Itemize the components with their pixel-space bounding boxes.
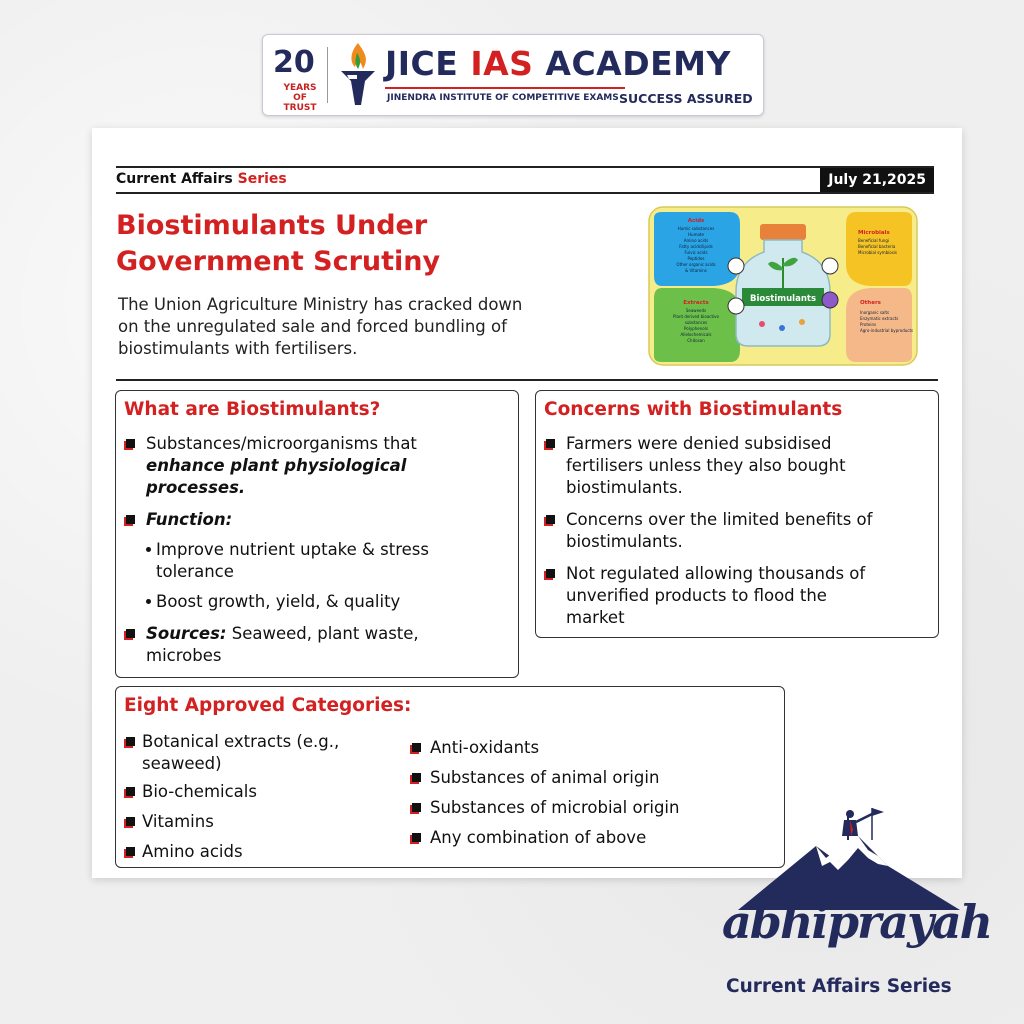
acids-item: Amino acids	[683, 238, 709, 243]
acids-item: Other organic acids	[676, 262, 716, 267]
others-title: Others	[860, 300, 881, 306]
bullet-square-icon	[546, 515, 555, 524]
torch-icon	[335, 41, 381, 109]
categories-title: Eight Approved Categories:	[124, 695, 412, 716]
what-are-point-1-line-1: Substances/microorganisms that	[146, 434, 417, 453]
abhiprayah-subtitle: Current Affairs Series	[726, 976, 952, 997]
logo-divider	[327, 47, 328, 103]
microbials-item: Microbial symbiosis	[858, 250, 897, 255]
bullet-square-icon	[412, 803, 421, 812]
sources-label: Sources:	[146, 624, 227, 643]
what-are-point-1-line-3: processes.	[146, 478, 246, 497]
brand-tagline: SUCCESS ASSURED	[619, 91, 753, 106]
others-item: Proteins	[860, 322, 877, 327]
bullet-square-icon	[412, 833, 421, 842]
bullet-square-icon	[546, 439, 555, 448]
concern-3-line-1: Not regulated allowing thousands of	[566, 564, 866, 583]
bullet-square-icon	[546, 569, 555, 578]
bullet-square-icon	[126, 787, 135, 796]
section-divider	[116, 379, 938, 381]
others-connector-icon	[822, 292, 838, 308]
series-prefix: Current Affairs	[116, 171, 233, 187]
series-header	[116, 166, 934, 194]
others-item: Agro-industrial byproducts	[860, 328, 914, 333]
microbials-title: Microbials	[858, 230, 890, 236]
categories-panel	[115, 686, 785, 868]
extracts-title: Extracts	[683, 300, 709, 306]
others-item: Enzymatic extracts	[860, 316, 899, 321]
infographic-center-label: Biostimulants	[750, 294, 816, 304]
acids-connector-icon	[728, 258, 744, 274]
what-are-title: What are Biostimulants?	[124, 399, 381, 420]
series-label	[116, 171, 287, 187]
brand-ias: IAS	[470, 44, 534, 83]
acids-item: Peptides	[687, 256, 705, 261]
bullet-square-icon	[126, 515, 135, 524]
category-antioxidants: Anti-oxidants	[430, 738, 540, 757]
biostimulants-infographic	[648, 206, 918, 366]
brand-name	[385, 45, 731, 83]
brand-subtitle: JINENDRA INSTITUTE OF COMPETITIVE EXAMS	[387, 93, 619, 103]
bullet-square-icon	[126, 439, 135, 448]
concern-1-line-3: biostimulants.	[566, 478, 683, 497]
sources-line-1	[146, 623, 419, 645]
extracts-item: substances	[684, 320, 708, 325]
concerns-panel	[535, 390, 939, 638]
acids-item: Fulvic acids	[684, 250, 708, 255]
category-vitamins: Vitamins	[142, 812, 214, 831]
function-sub-1-line-2: tolerance	[156, 562, 234, 581]
abhiprayah-logo: abhiprayah	[722, 895, 992, 949]
bottle-cap	[760, 224, 806, 240]
acids-item: Fatty acids/lipids	[679, 244, 713, 249]
article-title: Biostimulants Under Government Scrutiny	[116, 210, 441, 277]
bullet-dot-icon	[146, 599, 151, 604]
what-are-panel	[115, 390, 519, 678]
category-botanical-line-1: Botanical extracts (e.g.,	[142, 732, 340, 751]
acids-title: Acids	[687, 218, 705, 224]
brand-jice: JICE	[385, 44, 459, 83]
category-animal-origin: Substances of animal origin	[430, 768, 660, 787]
extracts-item: Chitosan	[687, 338, 705, 343]
years-number: 20	[273, 45, 315, 80]
bullet-square-icon	[412, 743, 421, 752]
bullet-square-icon	[126, 629, 135, 638]
sources-line-2: microbes	[146, 646, 222, 665]
bullet-square-icon	[126, 817, 135, 826]
series-highlight: Series	[237, 171, 287, 187]
concern-3-line-3: market	[566, 608, 625, 627]
extracts-connector-icon	[728, 298, 744, 314]
concern-1-line-1: Farmers were denied subsidised	[566, 434, 832, 453]
others-item: Inorganic salts	[860, 310, 890, 315]
function-label: Function:	[146, 510, 233, 529]
academy-logo	[262, 34, 764, 116]
bullet-square-icon	[412, 773, 421, 782]
date-badge: July 21,2025	[820, 168, 934, 192]
extracts-item: Allelochemicals	[680, 332, 712, 337]
microbials-item: Beneficial bacteria	[858, 244, 896, 249]
extracts-item: Seaweeds	[685, 308, 707, 313]
acids-item: Humic substances	[677, 226, 715, 231]
concern-2-line-1: Concerns over the limited benefits of	[566, 510, 873, 529]
bullet-square-icon	[126, 847, 135, 856]
concern-2-line-2: biostimulants.	[566, 532, 683, 551]
category-combination: Any combination of above	[430, 828, 647, 847]
microbials-blob	[846, 212, 912, 286]
category-botanical-line-2: seaweed)	[142, 754, 222, 773]
years-caption	[277, 83, 323, 113]
microbials-connector-icon	[822, 258, 838, 274]
extracts-item: Polyphenols	[684, 326, 708, 331]
years-line-2: OF TRUST	[283, 93, 317, 113]
category-amino-acids: Amino acids	[142, 842, 243, 861]
concern-1-line-2: fertilisers unless they also bought	[566, 456, 846, 475]
bullet-dot-icon	[146, 547, 151, 552]
acids-item: & Vitamins	[685, 268, 707, 273]
sources-text: Seaweed, plant waste,	[226, 624, 419, 643]
concerns-title: Concerns with Biostimulants	[544, 399, 843, 420]
acids-item: Humate	[688, 232, 704, 237]
function-sub-1-line-1: Improve nutrient uptake & stress	[156, 540, 429, 559]
bullet-square-icon	[126, 737, 135, 746]
extracts-item: Plant derived bioactive	[673, 314, 719, 319]
brand-underline	[385, 87, 625, 89]
mountain-climber-flag-icon	[738, 800, 960, 910]
category-biochemicals: Bio-chemicals	[142, 782, 257, 801]
microbials-item: Beneficial fungi	[858, 238, 889, 243]
years-line-1: YEARS	[283, 83, 317, 93]
article-intro: The Union Agriculture Ministry has cracked down on the unregulated sale and forced bundling of biostimulants with fertilisers.	[118, 295, 523, 358]
what-are-point-1-line-2: enhance plant physiological	[146, 456, 407, 475]
function-sub-2: Boost growth, yield, & quality	[156, 592, 401, 611]
brand-academy: ACADEMY	[545, 44, 731, 83]
article-card	[92, 128, 962, 878]
concern-3-line-2: unverified products to flood the	[566, 586, 827, 605]
category-microbial-origin: Substances of microbial origin	[430, 798, 680, 817]
